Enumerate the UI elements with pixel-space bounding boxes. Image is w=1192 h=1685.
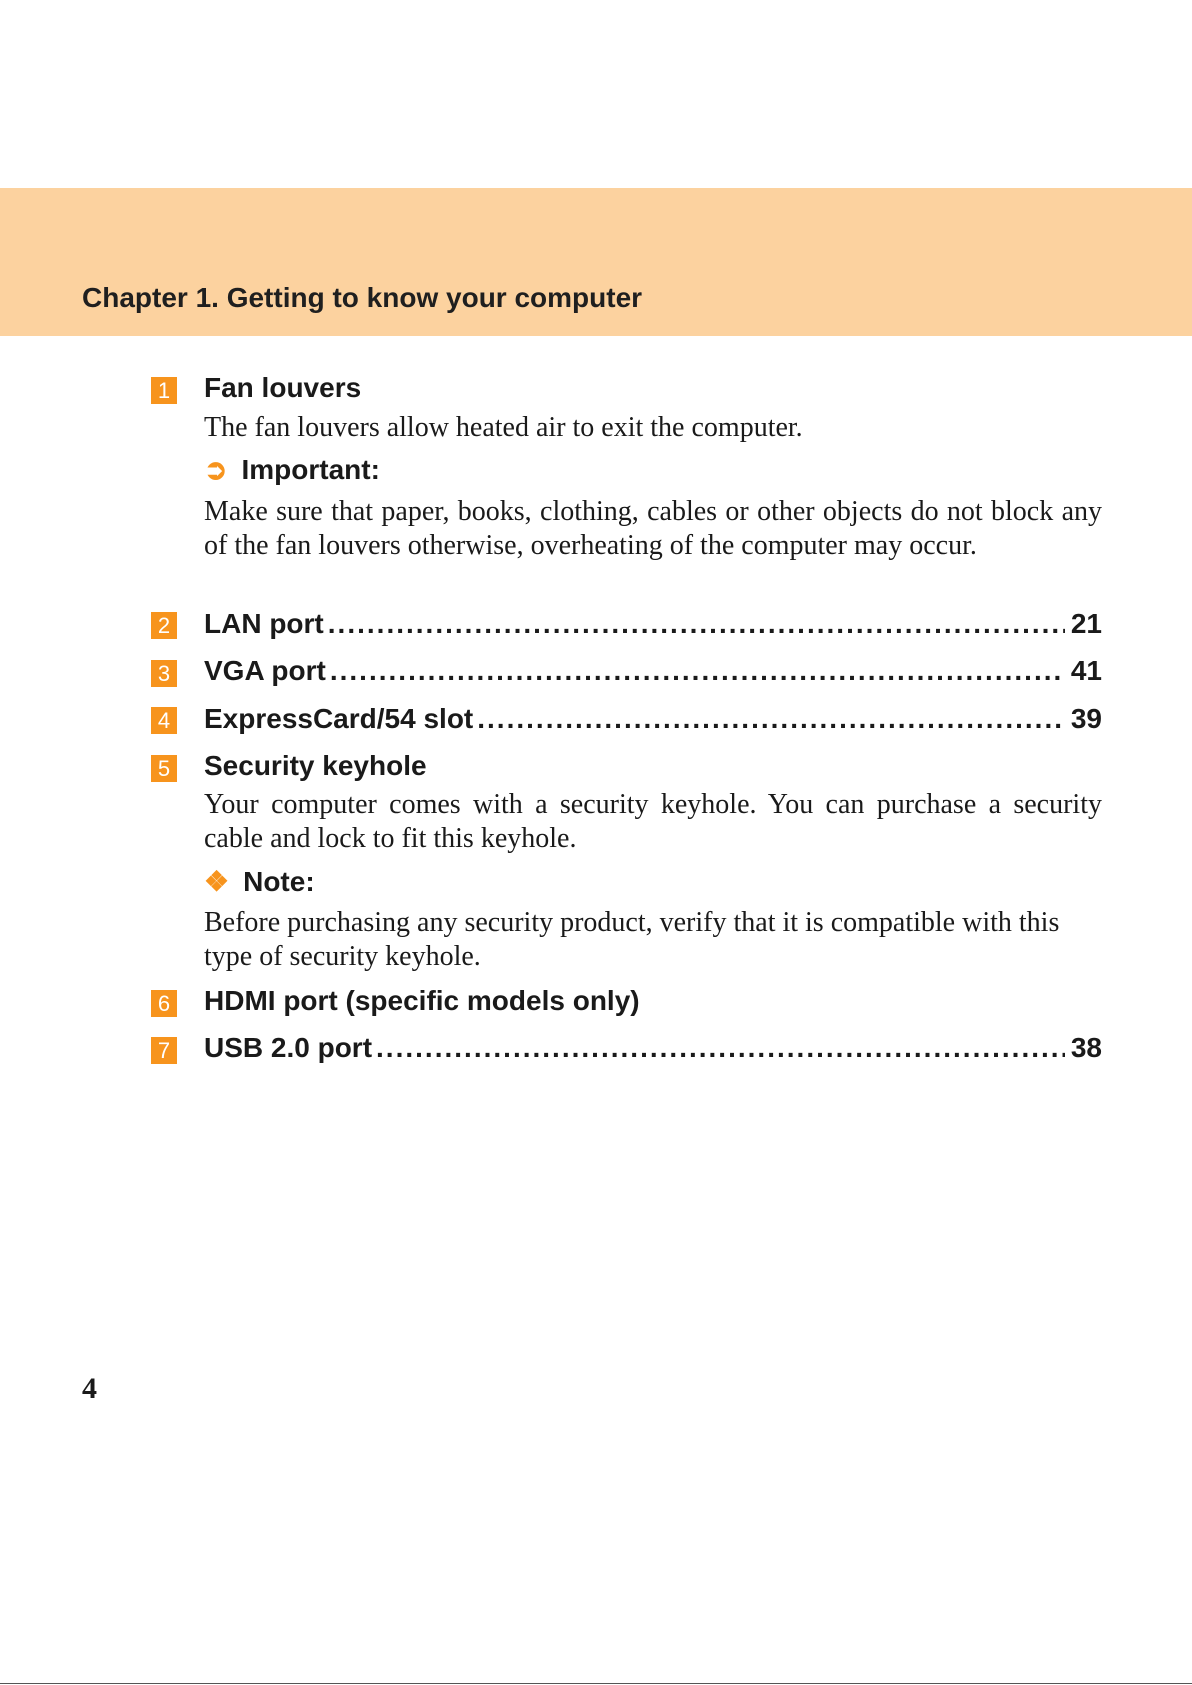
footer-rule [0,1683,1192,1684]
toc-title-expresscard-slot: ExpressCard/54 slot [204,703,474,734]
item-title-fan-louvers: Fan louvers [204,372,362,403]
dot-leader [376,1030,1065,1066]
item-number-badge-1: 1 [151,377,177,404]
dot-leader [328,606,1065,642]
item-number-badge-3: 3 [151,660,177,687]
item-title-security-keyhole: Security keyhole [204,750,427,781]
toc-title-usb-port: USB 2.0 port [204,1032,373,1063]
toc-entry-expresscard-slot[interactable] [204,701,1102,737]
toc-entry-lan-port[interactable] [204,606,1102,642]
item-number-badge-4: 4 [151,707,177,734]
item-description-security-keyhole: Your computer comes with a security keyhole. You can purchase a security cable and lock to fit this keyhole. [204,789,1102,854]
arrow-circle-icon: ➲ [204,454,228,485]
page-number: 4 [82,1372,97,1405]
toc-page-vga-port: 41 [1070,655,1102,686]
dot-leader [477,701,1065,737]
note-text: Before purchasing any security product, verify that it is compatible with this type of security keyhole. [204,907,1060,972]
toc-entry-usb-port[interactable] [204,1030,1102,1066]
toc-page-lan-port: 21 [1070,608,1102,639]
dot-leader [330,653,1065,689]
four-diamonds-icon: ❖ [204,866,230,897]
important-callout [204,452,380,488]
item-number-badge-6: 6 [151,990,177,1017]
important-text: Make sure that paper, books, clothing, cables or other objects do not block any of the fan louvers otherwise, overheating of the computer may occur. [204,496,1102,561]
note-callout [204,864,315,900]
item-number-badge-7: 7 [151,1037,177,1064]
item-number-badge-2: 2 [151,612,177,639]
toc-page-expresscard-slot: 39 [1070,703,1102,734]
note-label: Note: [243,866,315,897]
toc-title-vga-port: VGA port [204,655,326,686]
chapter-title: Chapter 1. Getting to know your computer [82,282,643,313]
toc-entry-vga-port[interactable] [204,653,1102,689]
toc-title-lan-port: LAN port [204,608,324,639]
item-description-fan-louvers: The fan louvers allow heated air to exit the computer. [204,412,803,443]
item-title-hdmi-port: HDMI port (specific models only) [204,985,640,1016]
item-number-badge-5: 5 [151,755,177,782]
toc-page-usb-port: 38 [1070,1032,1102,1063]
important-label: Important: [241,454,380,485]
